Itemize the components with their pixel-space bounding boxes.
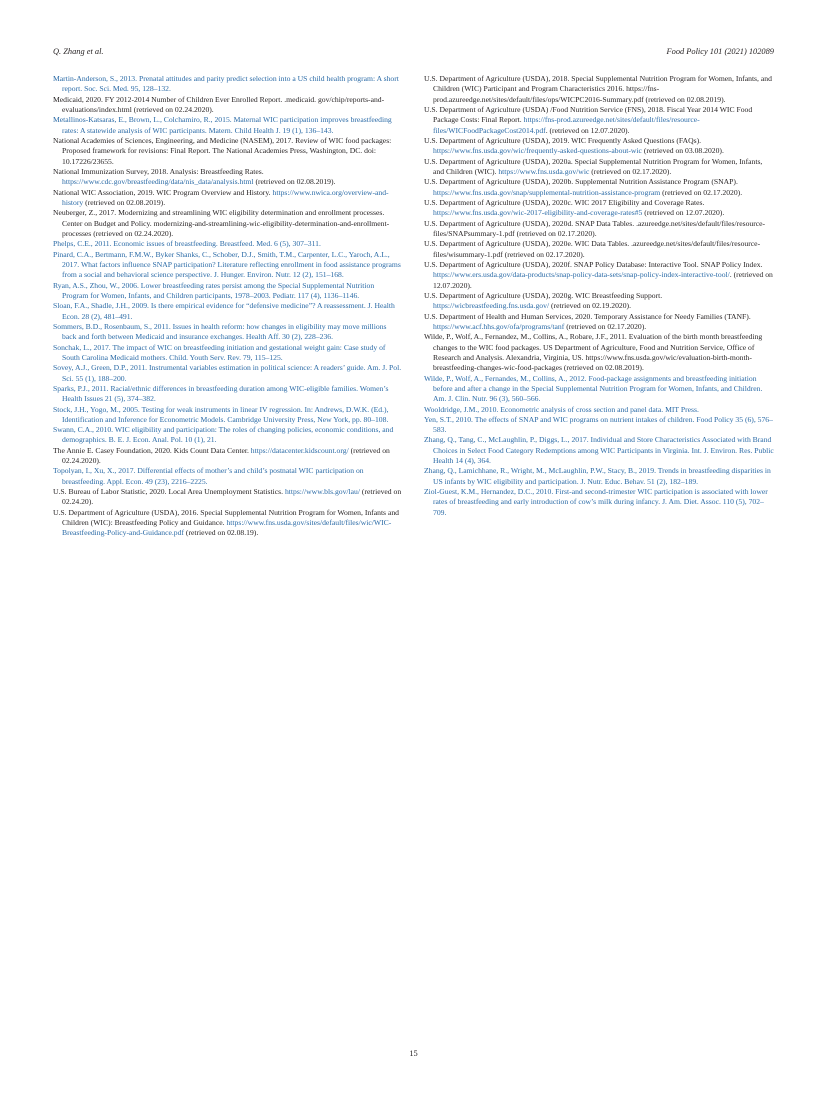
- reference-text-suffix: (retrieved on 02.19.2020).: [549, 301, 631, 311]
- reference-entry: [53, 95, 402, 116]
- reference-text-suffix: (retrieved on 02.17.2020).: [564, 321, 647, 331]
- reference-link-text[interactable]: Ryan, A.S., Zhou, W., 2006. Lower breastfeeding rates persist among the Special Supplemental Nutrition Program for Women, Infants, and Children participants, 1978–2003. Pediatr. 117 (4), 1136–1146.: [53, 280, 375, 300]
- reference-url-link[interactable]: https://fns-prod.azureedge.net/sites/default/files/resource-files/WICFoodPackageCost2014.pdf: [433, 115, 700, 135]
- reference-link-text[interactable]: Swann, C.A., 2010. WIC eligibility and participation: The roles of changing policies, economic conditions, and demographics. B. E. J. Econ. Anal. Pol. 10 (1), 21.: [53, 425, 394, 445]
- reference-url-link[interactable]: https://www.fns.usda.gov/wic-2017-eligibility-and-coverage-rates#5: [433, 208, 643, 218]
- reference-link-text[interactable]: Topolyan, I., Xu, X., 2017. Differential effects of mother’s and child’s postnatal WIC participation on breastfeeding. Appl. Econ. 49 (23), 2216–2225.: [53, 466, 364, 486]
- reference-text-suffix: (retrieved on 02.08.2019).: [83, 197, 166, 207]
- reference-text: Neuberger, Z., 2017. Modernizing and streamlining WIC eligibility determination and enrollment processes. Center on Budget and Policy. modernizing-and-streamlining-wic-eligibility-determination-and-enrollment-processes (retrieved on 02.24.2020).: [53, 208, 390, 238]
- reference-text: U.S. Department of Agriculture (USDA), 2020f. SNAP Policy Database: Interactive Tool. SNAP Policy Index.: [424, 259, 763, 269]
- reference-entry: [53, 188, 402, 209]
- reference-link-text[interactable]: Phelps, C.E., 2011. Economic issues of breastfeeding. Breastfeed. Med. 6 (5), 307–311.: [53, 239, 321, 249]
- reference-text: U.S. Department of Agriculture (USDA), 2020c. WIC 2017 Eligibility and Coverage Rates.: [424, 197, 705, 207]
- reference-entry: [424, 157, 774, 178]
- reference-text-suffix: (retrieved on 02.08.2019).: [253, 177, 336, 187]
- reference-text-suffix: (retrieved on 02.17.2020).: [589, 166, 672, 176]
- reference-link-text[interactable]: Pinard, C.A., Bertmann, F.M.W., Byker Shanks, C., Schober, D.J., Smith, T.M., Carpenter, L.C., Yaroch, A.L., 2017. What factors influence SNAP participation? Literature reflecting enrollment in food assistance programs from a social and behavioral science perspective. J. Hunger. Environ. Nutr. 12 (2), 151–168.: [53, 249, 401, 280]
- reference-text: U.S. Department of Agriculture (USDA), 2020b. Supplemental Nutrition Assistance Program (SNAP).: [424, 177, 738, 187]
- reference-text: National WIC Association, 2019. WIC Program Overview and History.: [53, 187, 273, 197]
- reference-url-link[interactable]: https://www.cdc.gov/breastfeeding/data/nis_data/analysis.html: [62, 177, 254, 187]
- reference-text: The Annie E. Casey Foundation, 2020. Kids Count Data Center.: [53, 445, 251, 455]
- reference-text-suffix: (retrieved on 02.17.2020).: [660, 187, 743, 197]
- reference-text: Medicaid, 2020. FY 2012-2014 Number of Children Ever Enrolled Report. .medicaid. gov/chip/reports-and-evaluations/index.html (retrieved on 02.24.2020).: [53, 94, 385, 114]
- reference-link-text[interactable]: Zhang, Q., Tang, C., McLaughlin, P., Diggs, L., 2017. Individual and Store Characteristics Associated with Brand Choices in Select Food Category Redemptions among WIC Participants in Virginia. Int. J. Environ. Res. Public Health 14 (4), 364.: [424, 435, 774, 466]
- reference-entry: [424, 332, 774, 373]
- reference-entry[interactable]: [424, 405, 774, 415]
- reference-text-suffix: (retrieved on 03.08.2020).: [641, 146, 724, 156]
- references-column-left: [53, 74, 402, 539]
- reference-entry[interactable]: [53, 74, 402, 95]
- reference-entry[interactable]: [53, 115, 402, 136]
- reference-text: U.S. Department of Agriculture (USDA), 2020e. WIC Data Tables. .azureedge.net/sites/default/files/resource-files/wisummary-1.pdf (retrieved on 02.17.2020).: [424, 239, 761, 259]
- header-authors: Q. Zhang et al.: [53, 47, 104, 56]
- reference-url-link[interactable]: https://www.nwica.org/overview-and-history: [62, 187, 389, 207]
- reference-text: Wilde, P., Wolf, A., Fernandez, M., Collins, A., Robare, J.F., 2011. Evaluation of the birth month breastfeeding changes to the WIC food packages. US Department of Agriculture, Food and Nutrition Service, Office of Research and Analysis. Alexandria, Virginia, US. https://www.fns.usda.gov/wic/evaluation-birth-month-breastfeeding-changes-wic-food-packages (retrieved on 02.08.2019).: [424, 332, 763, 373]
- reference-link-text[interactable]: Sonchak, L., 2017. The impact of WIC on breastfeeding initiation and gestational weight gain: Case study of South Carolina Medicaid mothers. Child. Youth Serv. Rev. 79, 115–125.: [53, 342, 386, 362]
- reference-entry: [424, 177, 774, 198]
- reference-link-text[interactable]: Wooldridge, J.M., 2010. Econometric analysis of cross section and panel data. MIT Press.: [424, 404, 699, 414]
- reference-link-text[interactable]: Sparks, P.J., 2011. Racial/ethnic differences in breastfeeding duration among WIC-eligible families. Women’s Health Issues 21 (5), 374–382.: [53, 383, 389, 404]
- reference-text-suffix: (retrieved on 02.24.2020).: [62, 445, 390, 466]
- reference-entry[interactable]: [53, 301, 402, 322]
- reference-text-suffix: (retrieved on 02.08.19).: [184, 528, 259, 538]
- reference-entry: [424, 260, 774, 291]
- reference-link-text[interactable]: Martin-Anderson, S., 2013. Prenatal attitudes and parity predict selection into a US child health program: A short report. Soc. Sci. Med. 95, 128–132.: [53, 74, 399, 94]
- reference-entry: [53, 136, 402, 167]
- reference-text: U.S. Department of Agriculture (USDA), 2018. Special Supplemental Nutrition Program for Women, Infants, and Children (WIC) Participant and Program Characteristics 2016. https://fns-prod.azureedge.net/sites/default/files/ops/WICPC2016-Summary.pdf (retrieved on 02.08.2019).: [424, 74, 772, 104]
- reference-entry[interactable]: [424, 466, 774, 487]
- reference-entry: [424, 291, 774, 312]
- reference-entry[interactable]: [424, 415, 774, 436]
- reference-text: National Immunization Survey, 2018. Analysis: Breastfeeding Rates.: [53, 166, 264, 176]
- reference-entry: [424, 239, 774, 260]
- reference-text-suffix: (retrieved on 02.24.20).: [62, 487, 402, 507]
- reference-entry[interactable]: [53, 250, 402, 281]
- reference-entry: [53, 446, 402, 467]
- reference-text: U.S. Department of Agriculture (USDA), 2020g. WIC Breastfeeding Support.: [424, 290, 663, 300]
- header-journal: Food Policy 101 (2021) 102089: [666, 47, 774, 56]
- reference-url-link[interactable]: https://wicbreastfeeding.fns.usda.gov/: [433, 301, 550, 311]
- reference-entry[interactable]: [53, 239, 402, 249]
- reference-entry[interactable]: [53, 425, 402, 446]
- running-header: [53, 47, 774, 59]
- reference-link-text[interactable]: Sloan, F.A., Shadle, J.H., 2009. Is there empirical evidence for “defensive medicine”? A reassessment. J. Health Econ. 28 (2), 481–491.: [53, 301, 395, 321]
- reference-text-suffix: (retrieved on 12.07.2020).: [642, 208, 725, 218]
- reference-url-link[interactable]: https://www.ers.usda.gov/data-products/snap-policy-data-sets/snap-policy-index-interactive-tool/: [433, 270, 730, 280]
- reference-entry[interactable]: [53, 343, 402, 364]
- reference-entry: [53, 167, 402, 188]
- reference-entry[interactable]: [424, 435, 774, 466]
- reference-entry: [424, 219, 774, 240]
- reference-entry: [53, 208, 402, 239]
- reference-url-link[interactable]: https://datacenter.kidscount.org/: [250, 445, 349, 455]
- reference-url-link[interactable]: https://www.fns.usda.gov/snap/supplemental-nutrition-assistance-program: [433, 187, 661, 197]
- reference-entry[interactable]: [53, 384, 402, 405]
- reference-link-text[interactable]: Wilde, P., Wolf, A., Fernandes, M., Collins, A., 2012. Food-package assignments and breastfeeding initiation before and after a change in the Special Supplemental Nutrition Program for Women, Infants, and Children. Am. J. Clin. Nutr. 96 (3), 560–566.: [424, 373, 763, 404]
- reference-entry: [424, 198, 774, 219]
- reference-entry: [424, 136, 774, 157]
- reference-url-link[interactable]: https://www.fns.usda.gov/sites/default/files/wic/WIC-Breastfeeding-Policy-and-Guidance.pdf: [62, 518, 392, 538]
- reference-entry[interactable]: [53, 281, 402, 302]
- reference-link-text[interactable]: Ziol-Guest, K.M., Hernandez, D.C., 2010. First-and second-trimester WIC participation is associated with lower rates of breastfeeding and early introduction of cow’s milk during infancy. J. Am. Diet. Assoc. 110 (5), 702–709.: [424, 487, 768, 517]
- reference-entry: [424, 312, 774, 333]
- page-number: 15: [409, 1049, 418, 1058]
- reference-link-text[interactable]: Sovey, A.J., Green, D.P., 2011. Instrumental variables estimation in political science: A readers’ guide. Am. J. Pol. Sci. 55 (1), 188–200.: [53, 363, 402, 383]
- reference-link-text[interactable]: Sommers, B.D., Rosenbaum, S., 2011. Issues in health reform: how changes in eligibility may move millions back and forth between Medicaid and insurance exchanges. Health Aff. 30 (2), 228–236.: [53, 321, 387, 342]
- reference-link-text[interactable]: Zhang, Q., Lamichhane, R., Wright, M., McLaughlin, P.W., Stacy, B., 2019. Trends in breastfeeding disparities in US infants by WIC eligibility and participation. J. Nutr. Educ. Behav. 51 (2), 182–189.: [424, 466, 771, 486]
- reference-url-link[interactable]: https://www.fns.usda.gov/wic/frequently-asked-questions-about-wic: [433, 146, 642, 156]
- reference-link-text[interactable]: Stock, J.H., Yogo, M., 2005. Testing for weak instruments in linear IV regression. In: Andrews, D.W.K. (Ed.), Identification and Inference for Econometric Models. Cambridge University Press, New York, pp. 80–108.: [53, 404, 389, 424]
- reference-url-link[interactable]: https://www.fns.usda.gov/wic: [498, 166, 590, 176]
- reference-text: U.S. Department of Agriculture (USDA), 2020d. SNAP Data Tables. .azureedge.net/sites/default/files/resource-files/SNAPsummary-1.pdf (retrieved on 02.17.2020).: [424, 218, 766, 238]
- reference-entry: [424, 105, 774, 136]
- reference-text-suffix: . (retrieved on 12.07.2020).: [545, 125, 630, 135]
- reference-link-text[interactable]: Metallinos-Katsaras, E., Brown, L., Colchamiro, R., 2015. Maternal WIC participation improves breastfeeding rates: A statewide analysis of WIC participants. Matern. Child Health J. 19 (1), 136–143.: [53, 115, 392, 135]
- reference-entry[interactable]: [424, 487, 774, 518]
- reference-link-text[interactable]: Yen, S.T., 2010. The effects of SNAP and WIC programs on nutrient intakes of children. Food Policy 35 (6), 576–583.: [424, 414, 773, 435]
- reference-entry[interactable]: [53, 405, 402, 426]
- reference-entry[interactable]: [424, 374, 774, 405]
- reference-text: National Academies of Sciences, Engineering, and Medicine (NASEM), 2017. Review of WIC food packages: Proposed framework for revisions: Final Report. The National Academies Press, Washington, DC. doi: 10.17226/23655.: [53, 135, 392, 166]
- reference-entry[interactable]: [53, 466, 402, 487]
- reference-url-link[interactable]: https://www.bls.gov/lau/: [284, 487, 361, 497]
- reference-entry: [424, 74, 774, 105]
- reference-text: U.S. Department of Agriculture (USDA), 2020a. Special Supplemental Nutrition Program for Women, Infants, and Children (WIC).: [424, 156, 763, 176]
- reference-entry[interactable]: [53, 322, 402, 343]
- reference-entry: [53, 508, 402, 539]
- reference-text: U.S. Department of Agriculture (USDA) /Food Nutrition Service (FNS), 2018. Fiscal Year 2014 WIC Food Package Costs: Final Report.: [424, 104, 753, 125]
- reference-text: U.S. Bureau of Labor Statistic, 2020. Local Area Unemployment Statistics.: [53, 487, 285, 497]
- reference-text-suffix: . (retrieved on 12.07.2020).: [433, 270, 773, 290]
- references-column-right: [424, 74, 774, 518]
- reference-text: U.S. Department of Agriculture (USDA), 2019. WIC Frequently Asked Questions (FAQs).: [424, 135, 702, 145]
- reference-text: U.S. Department of Agriculture (USDA), 2016. Special Supplemental Nutrition Program for Women, Infants and Children (WIC): Breastfeeding Policy and Guidance.: [53, 507, 399, 528]
- reference-url-link[interactable]: https://www.acf.hhs.gov/ofa/programs/tanf: [433, 321, 565, 331]
- reference-entry: [53, 487, 402, 508]
- reference-entry[interactable]: [53, 363, 402, 384]
- reference-text: U.S. Department of Health and Human Services, 2020. Temporary Assistance for Needy Families (TANF).: [424, 311, 751, 321]
